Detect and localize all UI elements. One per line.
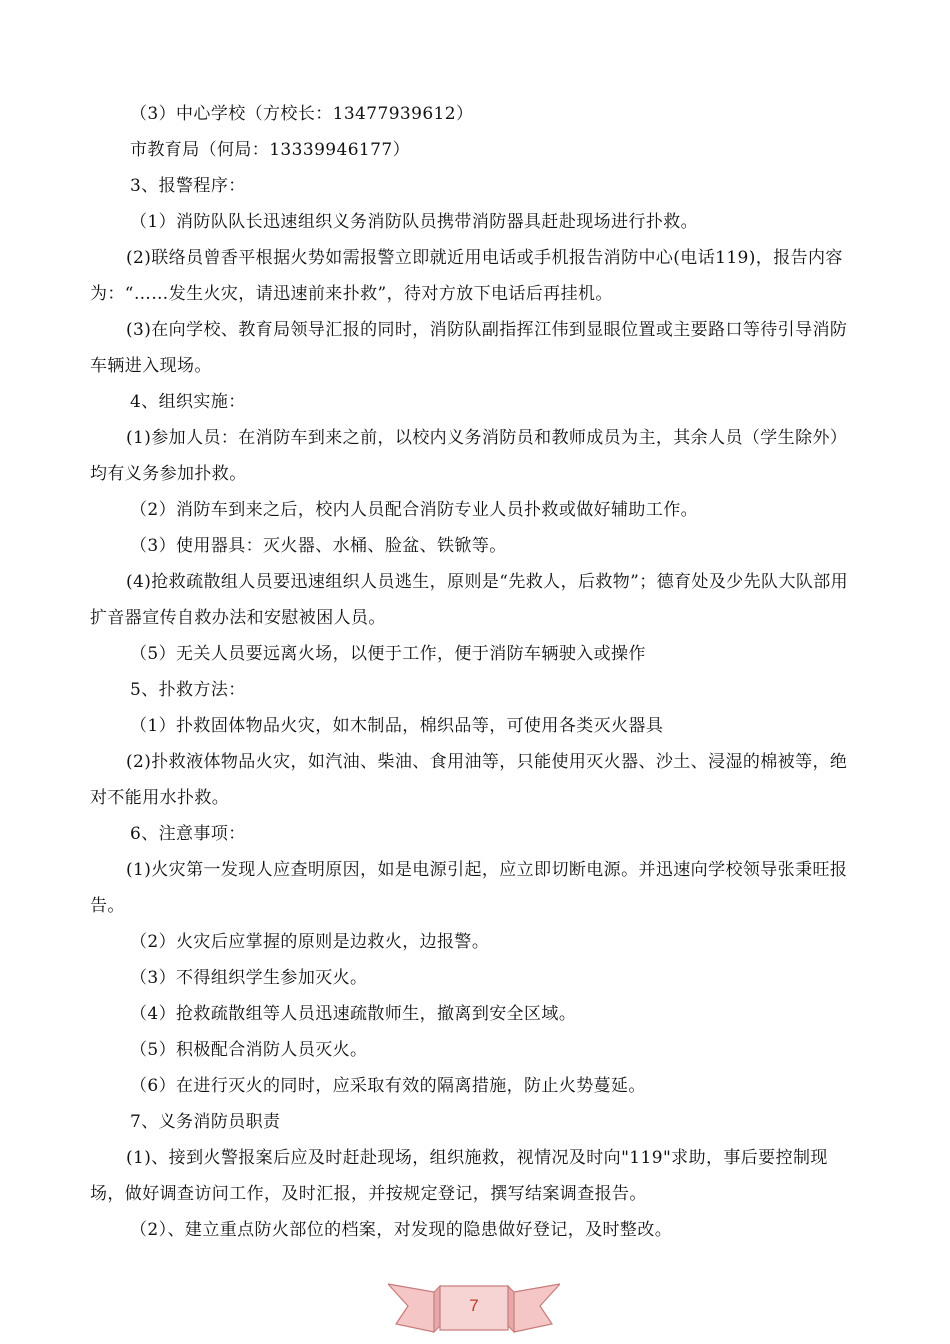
page-number-ribbon: [388, 1278, 560, 1340]
paragraph: （2）火灾后应掌握的原则是边救火，边报警。: [130, 932, 490, 952]
paragraph: （1）扑救固体物品火灾，如木制品，棉织品等，可使用各类灭火器具: [130, 716, 664, 736]
paragraph: (3)在向学校、教育局领导汇报的同时，消防队副指挥江伟到显眼位置或主要路口等待引导消防车辆进入现场。: [90, 320, 848, 376]
paragraph: (2)扑救液体物品火灾，如汽油、柴油、食用油等，只能使用灭火器、沙土、浸湿的棉被等，绝对不能用水扑救。: [90, 752, 848, 808]
section-heading: 5、扑救方法：: [130, 680, 246, 700]
paragraph: 市教育局（何局：13339946177）: [130, 140, 410, 160]
paragraph: （1）消防队队长迅速组织义务消防队员携带消防器具赶赴现场进行扑救。: [130, 212, 699, 232]
paragraph: （5）积极配合消防人员灭火。: [130, 1040, 368, 1060]
paragraph: (4)抢救疏散组人员要迅速组织人员逃生，原则是“先救人，后救物”；德育处及少先队大队部用扩音器宣传自救办法和安慰被困人员。: [90, 572, 849, 628]
paragraph: （2）消防车到来之后，校内人员配合消防专业人员扑救或做好辅助工作。: [130, 500, 699, 520]
document-body: [90, 96, 862, 1248]
section-heading: 7、义务消防员职责: [130, 1112, 281, 1132]
section-heading: 4、组织实施：: [130, 392, 246, 412]
section-heading: 3、报警程序：: [130, 176, 246, 196]
ribbon-left-tail: [388, 1284, 434, 1332]
paragraph: (1)火灾第一发现人应查明原因，如是电源引起，应立即切断电源。并迅速向学校领导张秉旺报告。: [90, 860, 848, 916]
paragraph: （3）中心学校（方校长：13477939612）: [130, 104, 474, 124]
paragraph: （2）、建立重点防火部位的档案，对发现的隐患做好登记，及时整改。: [130, 1220, 673, 1240]
paragraph: （4）抢救疏散组等人员迅速疏散师生，撤离到安全区域。: [130, 1004, 577, 1024]
section-heading: 6、注意事项：: [130, 824, 246, 844]
paragraph: （5）无关人员要远离火场，以便于工作，便于消防车辆驶入或操作: [130, 644, 646, 664]
ribbon-right-tail: [514, 1284, 560, 1332]
page-number: 7: [469, 1296, 479, 1315]
paragraph: (2)联络员曾香平根据火势如需报警立即就近用电话或手机报告消防中心(电话119)，报告内容为：“……发生火灾，请迅速前来扑救”，待对方放下电话后再挂机。: [90, 248, 843, 304]
paragraph: (1)、接到火警报案后应及时赶赴现场，组织施救，视情况及时向"119"求助，事后要控制现场，做好调查访问工作，及时汇报，并按规定登记，撰写结案调查报告。: [90, 1148, 828, 1204]
paragraph: （3）不得组织学生参加灭火。: [130, 968, 368, 988]
paragraph: （3）使用器具：灭火器、水桶、脸盆、铁锨等。: [130, 536, 507, 556]
paragraph: （6）在进行灭火的同时，应采取有效的隔离措施，防止火势蔓延。: [130, 1076, 646, 1096]
ribbon-right-fold: [508, 1286, 514, 1332]
paragraph: (1)参加人员：在消防车到来之前，以校内义务消防员和教师成员为主，其余人员（学生除外）均有义务参加扑救。: [90, 428, 848, 484]
